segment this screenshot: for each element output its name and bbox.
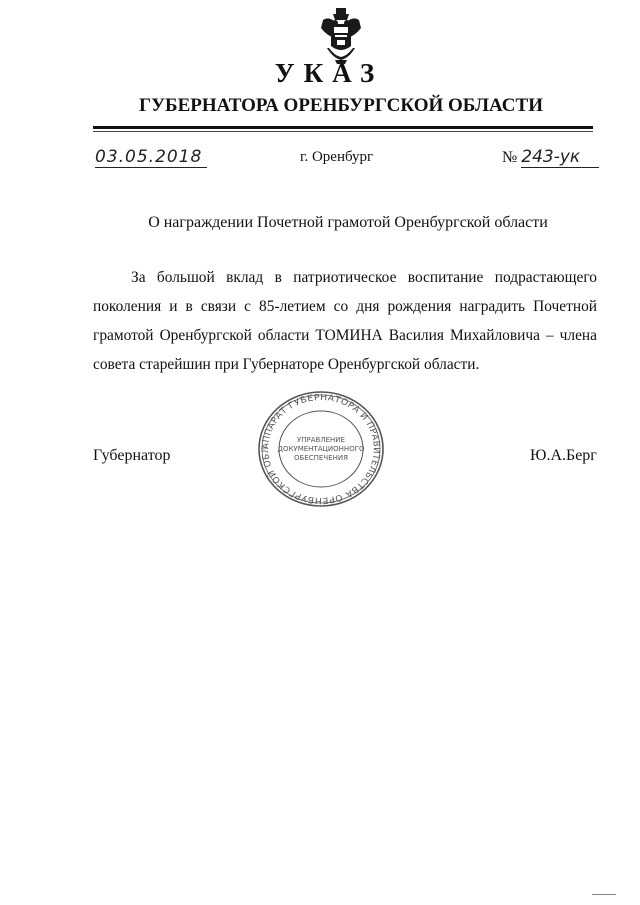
document-city: г. Оренбург bbox=[300, 149, 374, 165]
signatory-title: Губернатор bbox=[93, 447, 171, 464]
official-stamp bbox=[254, 388, 388, 510]
scan-artifact bbox=[592, 894, 616, 895]
document-subject: О награждении Почетной грамотой Оренбургской области bbox=[148, 214, 548, 231]
number-value: 243-ук bbox=[521, 147, 599, 168]
document-type-title: УКАЗ bbox=[274, 58, 384, 88]
number-sign: № bbox=[502, 149, 518, 166]
document-number bbox=[502, 147, 599, 168]
coat-of-arms-icon bbox=[319, 8, 363, 64]
stamp-line-1: УПРАВЛЕНИЕ bbox=[297, 436, 345, 444]
document-date: 03.05.2018 bbox=[95, 147, 207, 168]
header-rule bbox=[93, 126, 593, 129]
signatory-name: Ю.А.Берг bbox=[530, 447, 597, 464]
stamp-line-3: ОБЕСПЕЧЕНИЯ bbox=[294, 454, 348, 462]
document-body: За большой вклад в патриотическое воспитание подрастающего поколения и в связи с 85-летием со дня рождения наградить Почетной грамотой Оренбургской области ТОМИНА Василия Михайловича – члена совета старейшин при Губернаторе Оренбургской области. bbox=[93, 269, 597, 373]
stamp-ring-text: АППАРАТ ГУБЕРНАТОРА И ПРАВИТЕЛЬСТВА ОРЕНБУРГСКОЙ ОБЛ bbox=[260, 393, 382, 505]
header-rule-thin bbox=[93, 131, 593, 132]
stamp-line-2: ДОКУМЕНТАЦИОННОГО bbox=[277, 445, 365, 453]
issuer-title: ГУБЕРНАТОРА ОРЕНБУРГСКОЙ ОБЛАСТИ bbox=[139, 95, 543, 116]
